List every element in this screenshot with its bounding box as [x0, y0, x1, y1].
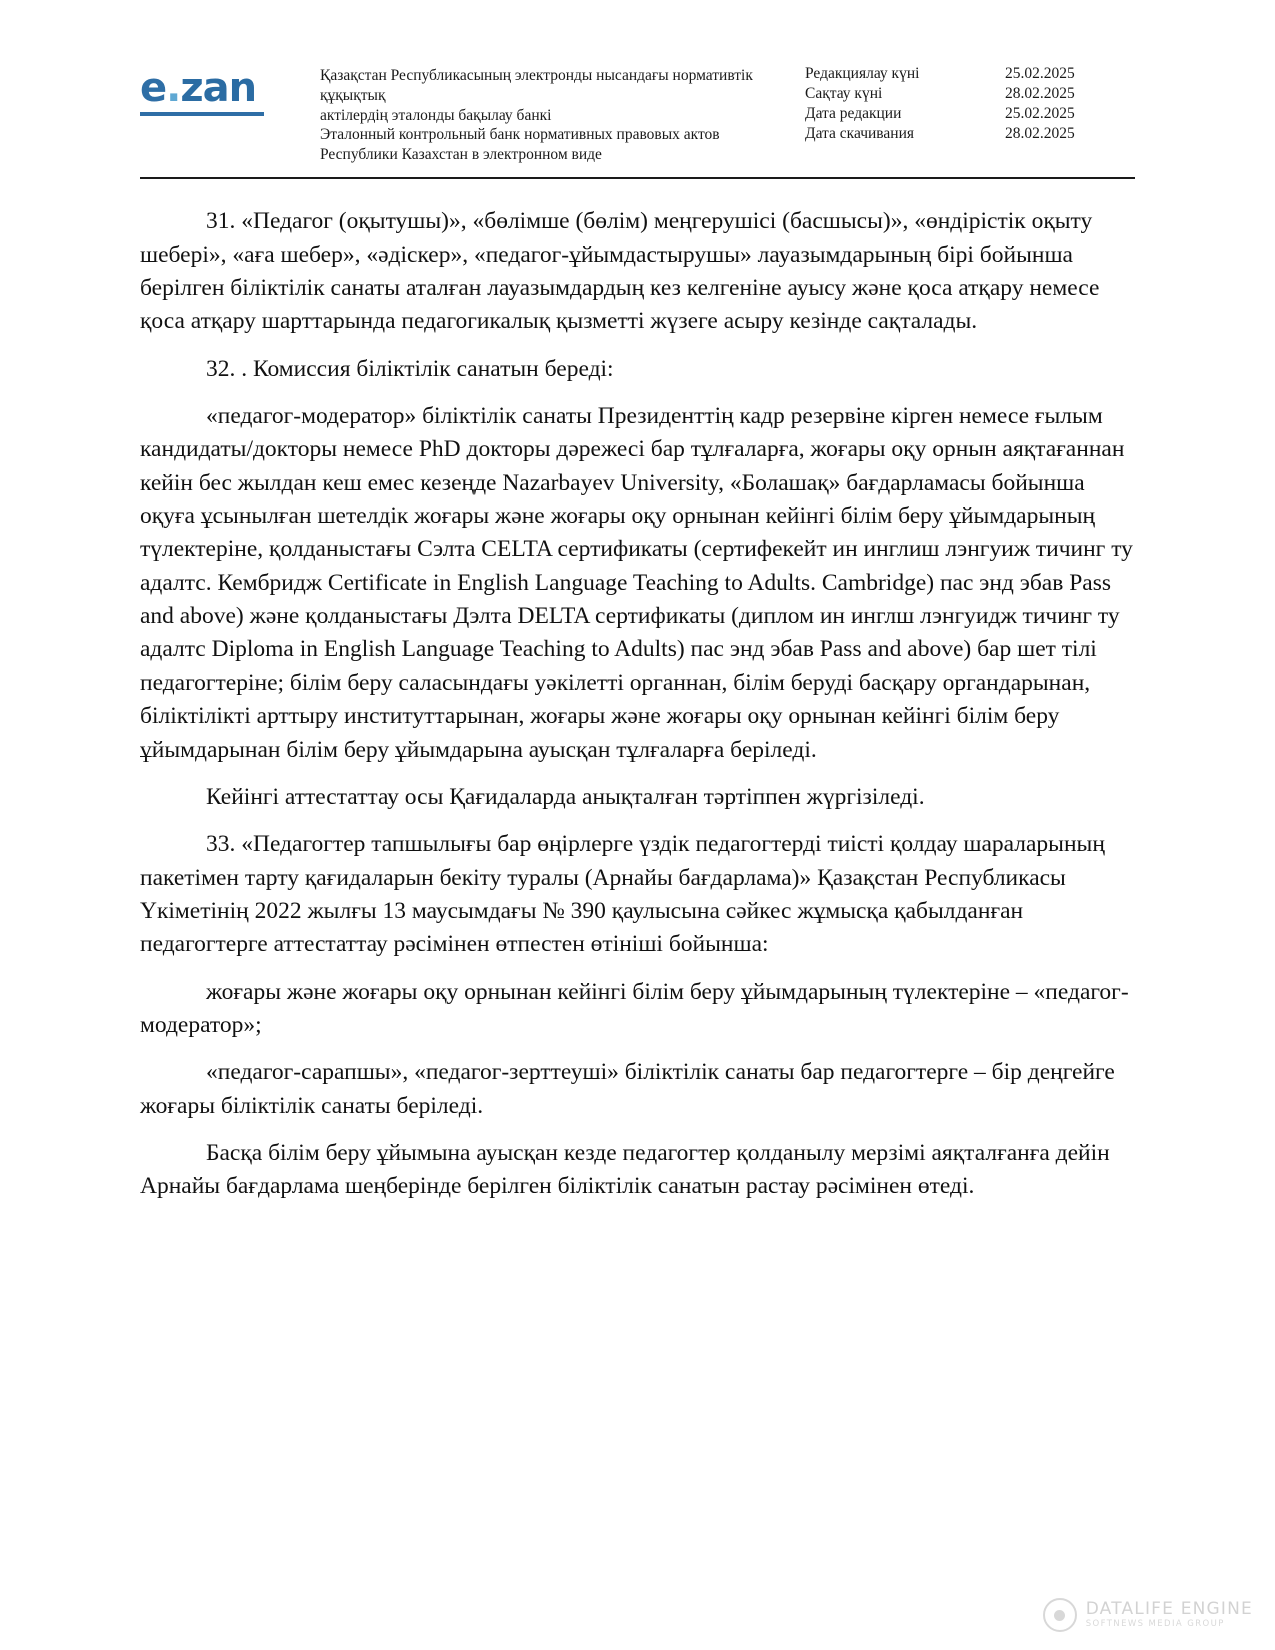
watermark-text	[1085, 1598, 1253, 1629]
document-header	[0, 0, 1275, 165]
paragraph-33-categories: «педагог-сарапшы», «педагог-зерттеуші» біліктілік санаты бар педагогтерге – бір деңгейге жоғары біліктілік санаты беріледі.	[140, 1059, 1115, 1119]
logo-dot: .	[166, 65, 181, 111]
meta-label: Редакциялау күні	[805, 65, 920, 82]
paragraph-33: 33. «Педагогтер тапшылығы бар өңірлерге үздік педагогтерді тиісті қолдау шараларының пакетімен тарту қағидаларын бекіту туралы (Арнайы бағдарлама)» Қазақстан Республикасы Үкіметінің 2022 жылғы 13 маусымдағы № 390 қаулысына сәйкес жұмысқа қабылданған педагогтерге аттестаттау рәсімінен өтпестен өтініші бойынша:	[140, 831, 1105, 958]
paragraph-32-attestation: Кейінгі аттестаттау осы Қағидаларда анықталған тәртіппен жүргізіледі.	[206, 783, 925, 810]
header-description-line-4: Республики Казахстан в электронном виде	[320, 146, 602, 164]
meta-value: 25.02.2025	[1005, 105, 1075, 123]
paragraph-31: 31. «Педагог (оқытушы)», «бөлімше (бөлім) меңгерушісі (басшысы)», «өндірістік оқыту шебері», «аға шебер», «әдіскер», «педагог-ұйымдастырушы» лауазымдарының бірі бойынша берілген біліктілік санаты аталған лауазымдардың кез келгеніне ауысу және қоса атқару немесе қоса атқару шарттарында педагогикалық қызметті жүзеге асыру кезінде сақталады.	[140, 208, 1100, 335]
watermark-subtitle: SOFTNEWS MEDIA GROUP	[1085, 1618, 1225, 1629]
paragraph-33-graduates: жоғары және жоғары оқу орнынан кейінгі білім беру ұйымдарының түлектеріне – «педагог-модератор»;	[140, 978, 1129, 1039]
header-metadata	[805, 52, 1135, 145]
logo-underline	[140, 112, 264, 116]
meta-label: Сақтау күні	[805, 85, 883, 103]
paragraph-32-moderator: «педагог-модератор» біліктілік санаты Президенттің кадр резервіне кірген немесе ғылым кандидаты/докторы немесе PhD докторы дәрежесі бар тұлғаларға, жоғары оқу орнын аяқтағаннан кейін бес жылдан кеш емес кезеңде Nazarbayev University, «Болашақ» бағдарламасы бойынша оқуға ұсынылған шетелдік жоғары және жоғары оқу орнынан кейінгі білім беру ұйымдарының түлектеріне, қолданыстағы Сэлта CELTA сертификаты (сертифекейт ин инглиш лэнгуиж тичинг ту адалтс. Кембридж Certificate in English Language Teaching to Adults. Cambridge) пас энд эбав Pass and above) және қолданыстағы Дэлта DELTA сертификаты (диплом ин инглш лэнгуидж тичинг ту адалтс Diploma in English Language Teaching to Adults) пас энд эбав Pass and above) бар шет тілі педагогтеріне; білім беру саласындағы уәкілетті органнан, білім беруді басқару органдарынан, біліктілікті арттыру институттарынан, жоғары және жоғары оқу орнынан кейінгі білім беру ұйымдарынан білім беру ұйымдарына ауысқан тұлғаларға беріледі.	[140, 402, 1133, 763]
document-body	[0, 179, 1275, 1204]
meta-row-edit-date-ru	[805, 104, 1135, 124]
logo-suffix: zan	[180, 65, 257, 111]
meta-label: Дата редакции	[805, 105, 902, 123]
ezan-logo	[140, 52, 282, 116]
meta-row-save-date-kk	[805, 84, 1135, 104]
meta-label: Дата скачивания	[805, 125, 915, 143]
datalife-engine-watermark	[1043, 1598, 1253, 1632]
datalife-logo-icon	[1043, 1598, 1077, 1632]
header-description-line-3: Эталонный контрольный банк нормативных правовых актов	[320, 126, 720, 144]
header-description	[282, 52, 805, 165]
header-description-line-2: актілердің эталонды бақылау банкі	[320, 106, 552, 124]
meta-value: 28.02.2025	[1005, 85, 1075, 103]
logo-prefix: e	[140, 65, 167, 111]
meta-row-edit-date-kk	[805, 64, 1135, 84]
header-description-line-1: Қазақстан Республикасының электронды нысандағы нормативтік құқықтық	[320, 67, 753, 104]
paragraph-33-transfer: Басқа білім беру ұйымына ауысқан кезде педагогтер қолданылу мерзімі аяқталғанға дейін Арнайы бағдарлама шеңберінде берілген біліктілік санатын растау рәсімінен өтеді.	[140, 1140, 1110, 1200]
meta-row-download-date-ru	[805, 124, 1135, 144]
meta-value: 25.02.2025	[1005, 65, 1075, 82]
watermark-title: DATALIFE ENGINE	[1085, 1598, 1253, 1619]
meta-value: 28.02.2025	[1005, 125, 1075, 143]
logo-wordmark	[140, 65, 282, 111]
paragraph-32: 32. . Комиссия біліктілік санатын береді:	[206, 355, 614, 382]
